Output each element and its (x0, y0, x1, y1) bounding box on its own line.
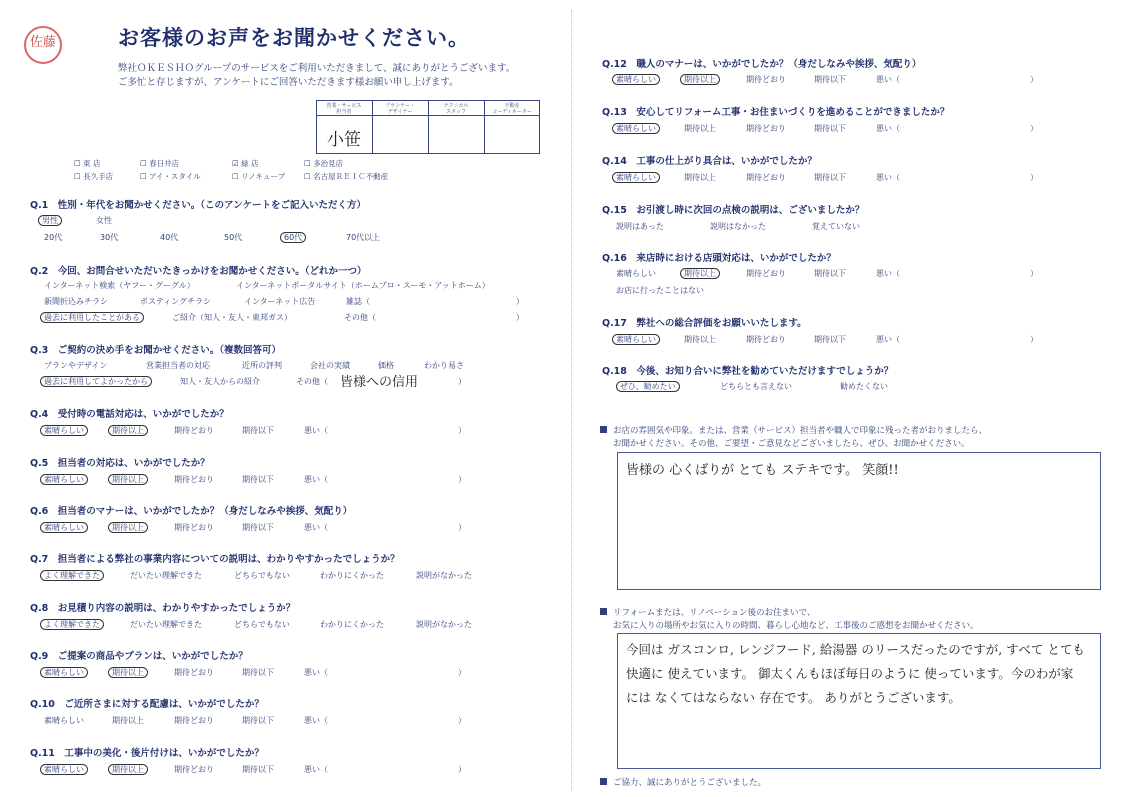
q2-option[interactable]: ご紹介（知人・友人・東邦ガス） (172, 313, 292, 322)
q2-option[interactable]: インターネットポータルサイト（ホームプロ・スーモ・アットホーム） (236, 281, 490, 290)
q1-option-male[interactable]: 男性 (38, 215, 62, 226)
q3-option-past-good[interactable]: 過去に利用してよかったから (40, 376, 152, 387)
question-4: Q.4 受付時の電話対応は、いかがでしたか？ (30, 406, 229, 420)
q4-rating-above[interactable]: 期待以上 (108, 425, 148, 436)
q5-rating-meets[interactable]: 期待どおり (174, 475, 214, 484)
q9-rating-bad[interactable]: 悪い（ (304, 668, 328, 677)
staff-col-planner: プランナー・ デザイナー (384, 103, 415, 115)
store-checkbox[interactable]: ☐ 春日井店 (140, 159, 180, 168)
q3-other-handwritten: 皆様への信用 (340, 375, 419, 390)
question-3: Q.3 ご契約の決め手をお聞かせください。（複数回答可） (30, 342, 281, 356)
q4-rating-bad[interactable]: 悪い（ (304, 426, 328, 435)
q1-option-female[interactable]: 女性 (96, 216, 112, 225)
question-11: Q.11 工事中の美化・後片付けは、いかがでしたか？ (30, 745, 264, 759)
q18-option[interactable]: 勧めたくない (840, 382, 888, 391)
q12-rating-below[interactable]: 期待以下 (814, 75, 846, 84)
q11-rating-meets[interactable]: 期待どおり (174, 765, 214, 774)
q1-option-20s[interactable]: 20代 (44, 233, 63, 242)
q2-paren-close: ） (516, 313, 524, 322)
q2-option[interactable]: ポスティングチラシ (140, 297, 212, 306)
q14-rating-above[interactable]: 期待以上 (684, 173, 716, 182)
question-9: Q.9 ご提案の商品やプランは、いかがでしたか？ (30, 648, 248, 662)
q9-rating-below[interactable]: 期待以下 (242, 668, 274, 677)
paren-close: ） (1030, 124, 1038, 133)
q3-option-other[interactable]: その他（ (296, 377, 328, 386)
q9-rating-excellent[interactable]: 素晴らしい (40, 667, 88, 678)
comment2-handwritten-line3: には なくてはならない 存在です。 ありがとうございます。 (626, 690, 961, 705)
q2-option[interactable]: インターネット広告 (244, 297, 316, 306)
q3-option[interactable]: 会社の実績 (310, 361, 350, 370)
question-17: Q.17 弊社への総合評価をお願いいたします。 (602, 315, 807, 329)
q4-rating-excellent[interactable]: 素晴らしい (40, 425, 88, 436)
question-14: Q.14 工事の仕上がり具合は、いかがでしたか？ (602, 153, 817, 167)
q12-rating-excellent[interactable]: 素晴らしい (612, 74, 660, 85)
q10-rating-bad[interactable]: 悪い（ (304, 716, 328, 725)
question-16: Q.16 来店時における店頭対応は、いかがでしたか？ (602, 250, 836, 264)
q8-option[interactable]: 説明がなかった (416, 620, 472, 629)
q18-option-recommend[interactable]: ぜひ、勧めたい (616, 381, 680, 392)
question-7: Q.7 担当者による弊社の事業内容についての説明は、わかりやすかったでしょうか？ (30, 551, 400, 565)
q8-option[interactable]: わかりにくかった (320, 620, 384, 629)
q6-rating-below[interactable]: 期待以下 (242, 523, 274, 532)
staff-col-sales: 営業・サービス 担当者 (326, 103, 362, 115)
question-1: Q.1 性別・年代をお聞かせください。（このアンケートをご記入いただく方） (30, 197, 366, 211)
q10-rating-above[interactable]: 期待以上 (112, 716, 144, 725)
intro-text: 弊社ＯＫＥＳＨＯグループのサービスをご利用いただきまして、誠にありがとうございます。 ご多忙と存じますが、アンケートにご回答いただきます様お願い申し上げます。 (118, 63, 516, 88)
q15-option[interactable]: 説明はなかった (710, 222, 766, 231)
q1-option-50s[interactable]: 50代 (224, 233, 243, 242)
square-bullet-icon (600, 608, 607, 615)
square-bullet-icon (600, 778, 607, 785)
q14-rating-bad[interactable]: 悪い（ (876, 173, 900, 182)
store-checkbox[interactable]: ☐ アイ・スタイル (140, 172, 201, 181)
paren-close: ） (1030, 335, 1038, 344)
question-2: Q.2 今回、お問合せいただいたきっかけをお聞かせください。（どれか一つ） (30, 263, 367, 277)
store-checkbox[interactable]: ☐ 名古屋ＲＥＩＣ不動産 (304, 172, 389, 181)
paren-close: ） (1030, 269, 1038, 278)
q8-option[interactable]: だいたい理解できた (130, 620, 202, 629)
store-checkbox-checked[interactable]: ☑ 緑 店 (232, 159, 259, 168)
q1-option-40s[interactable]: 40代 (160, 233, 179, 242)
q2-option-magazine[interactable]: 雑誌（ (346, 297, 370, 306)
q6-rating-meets[interactable]: 期待どおり (174, 523, 214, 532)
footer-thanks: ご協力、誠にありがとうございました。 (600, 776, 766, 788)
q3-option-design[interactable]: プランやデザイン (44, 361, 108, 370)
q2-paren-close: ） (516, 297, 524, 306)
survey-title: お客様のお声をお聞かせください。 (118, 26, 470, 50)
q5-rating-above[interactable]: 期待以上 (108, 474, 148, 485)
q12-rating-bad[interactable]: 悪い（ (876, 75, 900, 84)
q17-rating-above[interactable]: 期待以上 (684, 335, 716, 344)
question-13: Q.13 安心してリフォーム工事・お住まいづくりを進めることができましたか？ (602, 104, 949, 118)
q16-rating-below[interactable]: 期待以下 (814, 269, 846, 278)
q10-rating-meets[interactable]: 期待どおり (174, 716, 214, 725)
comment1-handwritten: 皆様の 心くばりが とても ステキです。 笑顔!! (626, 463, 899, 478)
question-18: Q.18 今後、お知り合いに弊社を勧めていただけますでしょうか？ (602, 363, 893, 377)
paren-close: ） (458, 765, 466, 774)
q11-rating-bad[interactable]: 悪い（ (304, 765, 328, 774)
staff-col-realestate: 不動産 コーディネーター (492, 103, 532, 115)
seal-stamp: 佐藤 (24, 26, 62, 64)
q1-option-70s[interactable]: 70代以上 (346, 233, 381, 242)
q6-rating-bad[interactable]: 悪い（ (304, 523, 328, 532)
staff-name-handwritten: 小笹 (327, 130, 361, 150)
q9-rating-above[interactable]: 期待以上 (108, 667, 148, 678)
q6-rating-above[interactable]: 期待以上 (108, 522, 148, 533)
staff-col-tech: テクニカル スタッフ (443, 103, 469, 115)
q17-rating-below[interactable]: 期待以下 (814, 335, 846, 344)
paren-close: ） (458, 523, 466, 532)
q2-option[interactable]: 新聞折込みチラシ (44, 297, 108, 306)
paren-close: ） (458, 716, 466, 725)
q2-option-other[interactable]: その他（ (344, 313, 376, 322)
question-5: Q.5 担当者の対応は、いかがでしたか？ (30, 455, 210, 469)
q15-option[interactable]: 説明はあった (616, 222, 664, 231)
q3-option[interactable]: 知人・友人からの紹介 (180, 377, 260, 386)
q3-option-sales[interactable]: 営業担当者の対応 (146, 361, 210, 370)
question-15: Q.15 お引渡し時に次回の点検の説明は、ございましたか？ (602, 202, 864, 216)
q13-rating-above[interactable]: 期待以上 (684, 124, 716, 133)
store-checkbox[interactable]: ☐ 多治見店 (304, 159, 344, 168)
q16-rating-excellent[interactable]: 素晴らしい (616, 269, 656, 278)
q13-rating-below[interactable]: 期待以下 (814, 124, 846, 133)
comment1-box[interactable] (617, 452, 1101, 590)
q14-rating-below[interactable]: 期待以下 (814, 173, 846, 182)
store-checkbox[interactable]: ☐ 東 店 (74, 159, 101, 168)
q1-option-60s[interactable]: 60代 (280, 232, 306, 243)
store-checkbox[interactable]: ☐ 長久手店 (74, 172, 114, 181)
q3-option[interactable]: 近所の評判 (242, 361, 282, 370)
q3-option[interactable]: わかり易さ (424, 361, 464, 370)
q4-rating-below[interactable]: 期待以下 (242, 426, 274, 435)
comment2-box[interactable] (617, 633, 1101, 769)
comment2-handwritten-line2: 快適に 使えています。 御太くんもほぼ毎日のように 使っています。今のわが家 (626, 666, 1074, 681)
q7-option-understood[interactable]: よく理解できた (40, 570, 104, 581)
q7-option[interactable]: 説明がなかった (416, 571, 472, 580)
paren-close: ） (458, 668, 466, 677)
comment2-prompt: リフォームまたは、リノベーション後のお住まいで、 お気に入りの場所やお気に入りの時間、暮らし心地など、工事後のご感想をお聞かせください。 (600, 607, 979, 633)
q2-option[interactable]: インターネット検索（ヤフー・グーグル） (44, 281, 195, 290)
q13-rating-bad[interactable]: 悪い（ (876, 124, 900, 133)
q4-rating-meets[interactable]: 期待どおり (174, 426, 214, 435)
q3-option[interactable]: 価格 (378, 361, 394, 370)
store-checkbox[interactable]: ☐ リノキューブ (232, 172, 286, 181)
paren-close: ） (1030, 173, 1038, 182)
q18-option[interactable]: どちらとも言えない (720, 382, 792, 391)
q14-rating-meets[interactable]: 期待どおり (746, 173, 786, 182)
q11-rating-below[interactable]: 期待以下 (242, 765, 274, 774)
q7-option[interactable]: だいたい理解できた (130, 571, 202, 580)
question-8: Q.8 お見積り内容の説明は、わかりやすかったでしょうか？ (30, 600, 295, 614)
q13-rating-excellent[interactable]: 素晴らしい (612, 123, 660, 134)
q17-rating-excellent[interactable]: 素晴らしい (612, 334, 660, 345)
column-divider (571, 10, 572, 790)
question-12: Q.12 職人のマナーは、いかがでしたか？（身だしなみや挨拶、気配り） (602, 56, 921, 70)
q11-rating-excellent[interactable]: 素晴らしい (40, 764, 88, 775)
q17-rating-bad[interactable]: 悪い（ (876, 335, 900, 344)
q2-option-past-use[interactable]: 過去に利用したことがある (40, 312, 144, 323)
paren-close: ） (458, 426, 466, 435)
comment1-prompt: お店の雰囲気や印象。または、営業（サービス）担当者や職人で印象に残った者がおりましたら、 お聞かせください。その他、ご要望・ご意見などございましたら、ぜひ、お聞かせください。 (600, 425, 987, 451)
q10-rating-below[interactable]: 期待以下 (242, 716, 274, 725)
q16-rating-bad[interactable]: 悪い（ (876, 269, 900, 278)
staff-table (316, 100, 540, 154)
q10-rating-excellent[interactable]: 素晴らしい (44, 716, 84, 725)
q7-option[interactable]: どちらでもない (234, 571, 290, 580)
q5-rating-below[interactable]: 期待以下 (242, 475, 274, 484)
q13-rating-meets[interactable]: 期待どおり (746, 124, 786, 133)
paren-close: ） (458, 475, 466, 484)
q14-rating-excellent[interactable]: 素晴らしい (612, 172, 660, 183)
q12-rating-meets[interactable]: 期待どおり (746, 75, 786, 84)
q6-rating-excellent[interactable]: 素晴らしい (40, 522, 88, 533)
q8-option-understood[interactable]: よく理解できた (40, 619, 104, 630)
square-bullet-icon (600, 426, 607, 433)
q17-rating-meets[interactable]: 期待どおり (746, 335, 786, 344)
q5-rating-bad[interactable]: 悪い（ (304, 475, 328, 484)
q9-rating-meets[interactable]: 期待どおり (174, 668, 214, 677)
q7-option[interactable]: わかりにくかった (320, 571, 384, 580)
q15-option[interactable]: 覚えていない (812, 222, 860, 231)
q8-option[interactable]: どちらでもない (234, 620, 290, 629)
q3-paren-close: ） (458, 377, 466, 386)
q5-rating-excellent[interactable]: 素晴らしい (40, 474, 88, 485)
paren-close: ） (1030, 75, 1038, 84)
q16-rating-above[interactable]: 期待以上 (680, 268, 720, 279)
comment2-handwritten-line1: 今回は ガスコンロ, レンジフード, 給湯器 のリースだったのですが, すべて とても (626, 642, 1085, 657)
q16-rating-meets[interactable]: 期待どおり (746, 269, 786, 278)
question-10: Q.10 ご近所さまに対する配慮は、いかがでしたか？ (30, 696, 264, 710)
q1-option-30s[interactable]: 30代 (100, 233, 119, 242)
question-6: Q.6 担当者のマナーは、いかがでしたか？（身だしなみや挨拶、気配り） (30, 503, 352, 517)
q12-rating-above[interactable]: 期待以上 (680, 74, 720, 85)
q16-option-never-visited[interactable]: お店に行ったことはない (616, 286, 704, 295)
q11-rating-above[interactable]: 期待以上 (108, 764, 148, 775)
